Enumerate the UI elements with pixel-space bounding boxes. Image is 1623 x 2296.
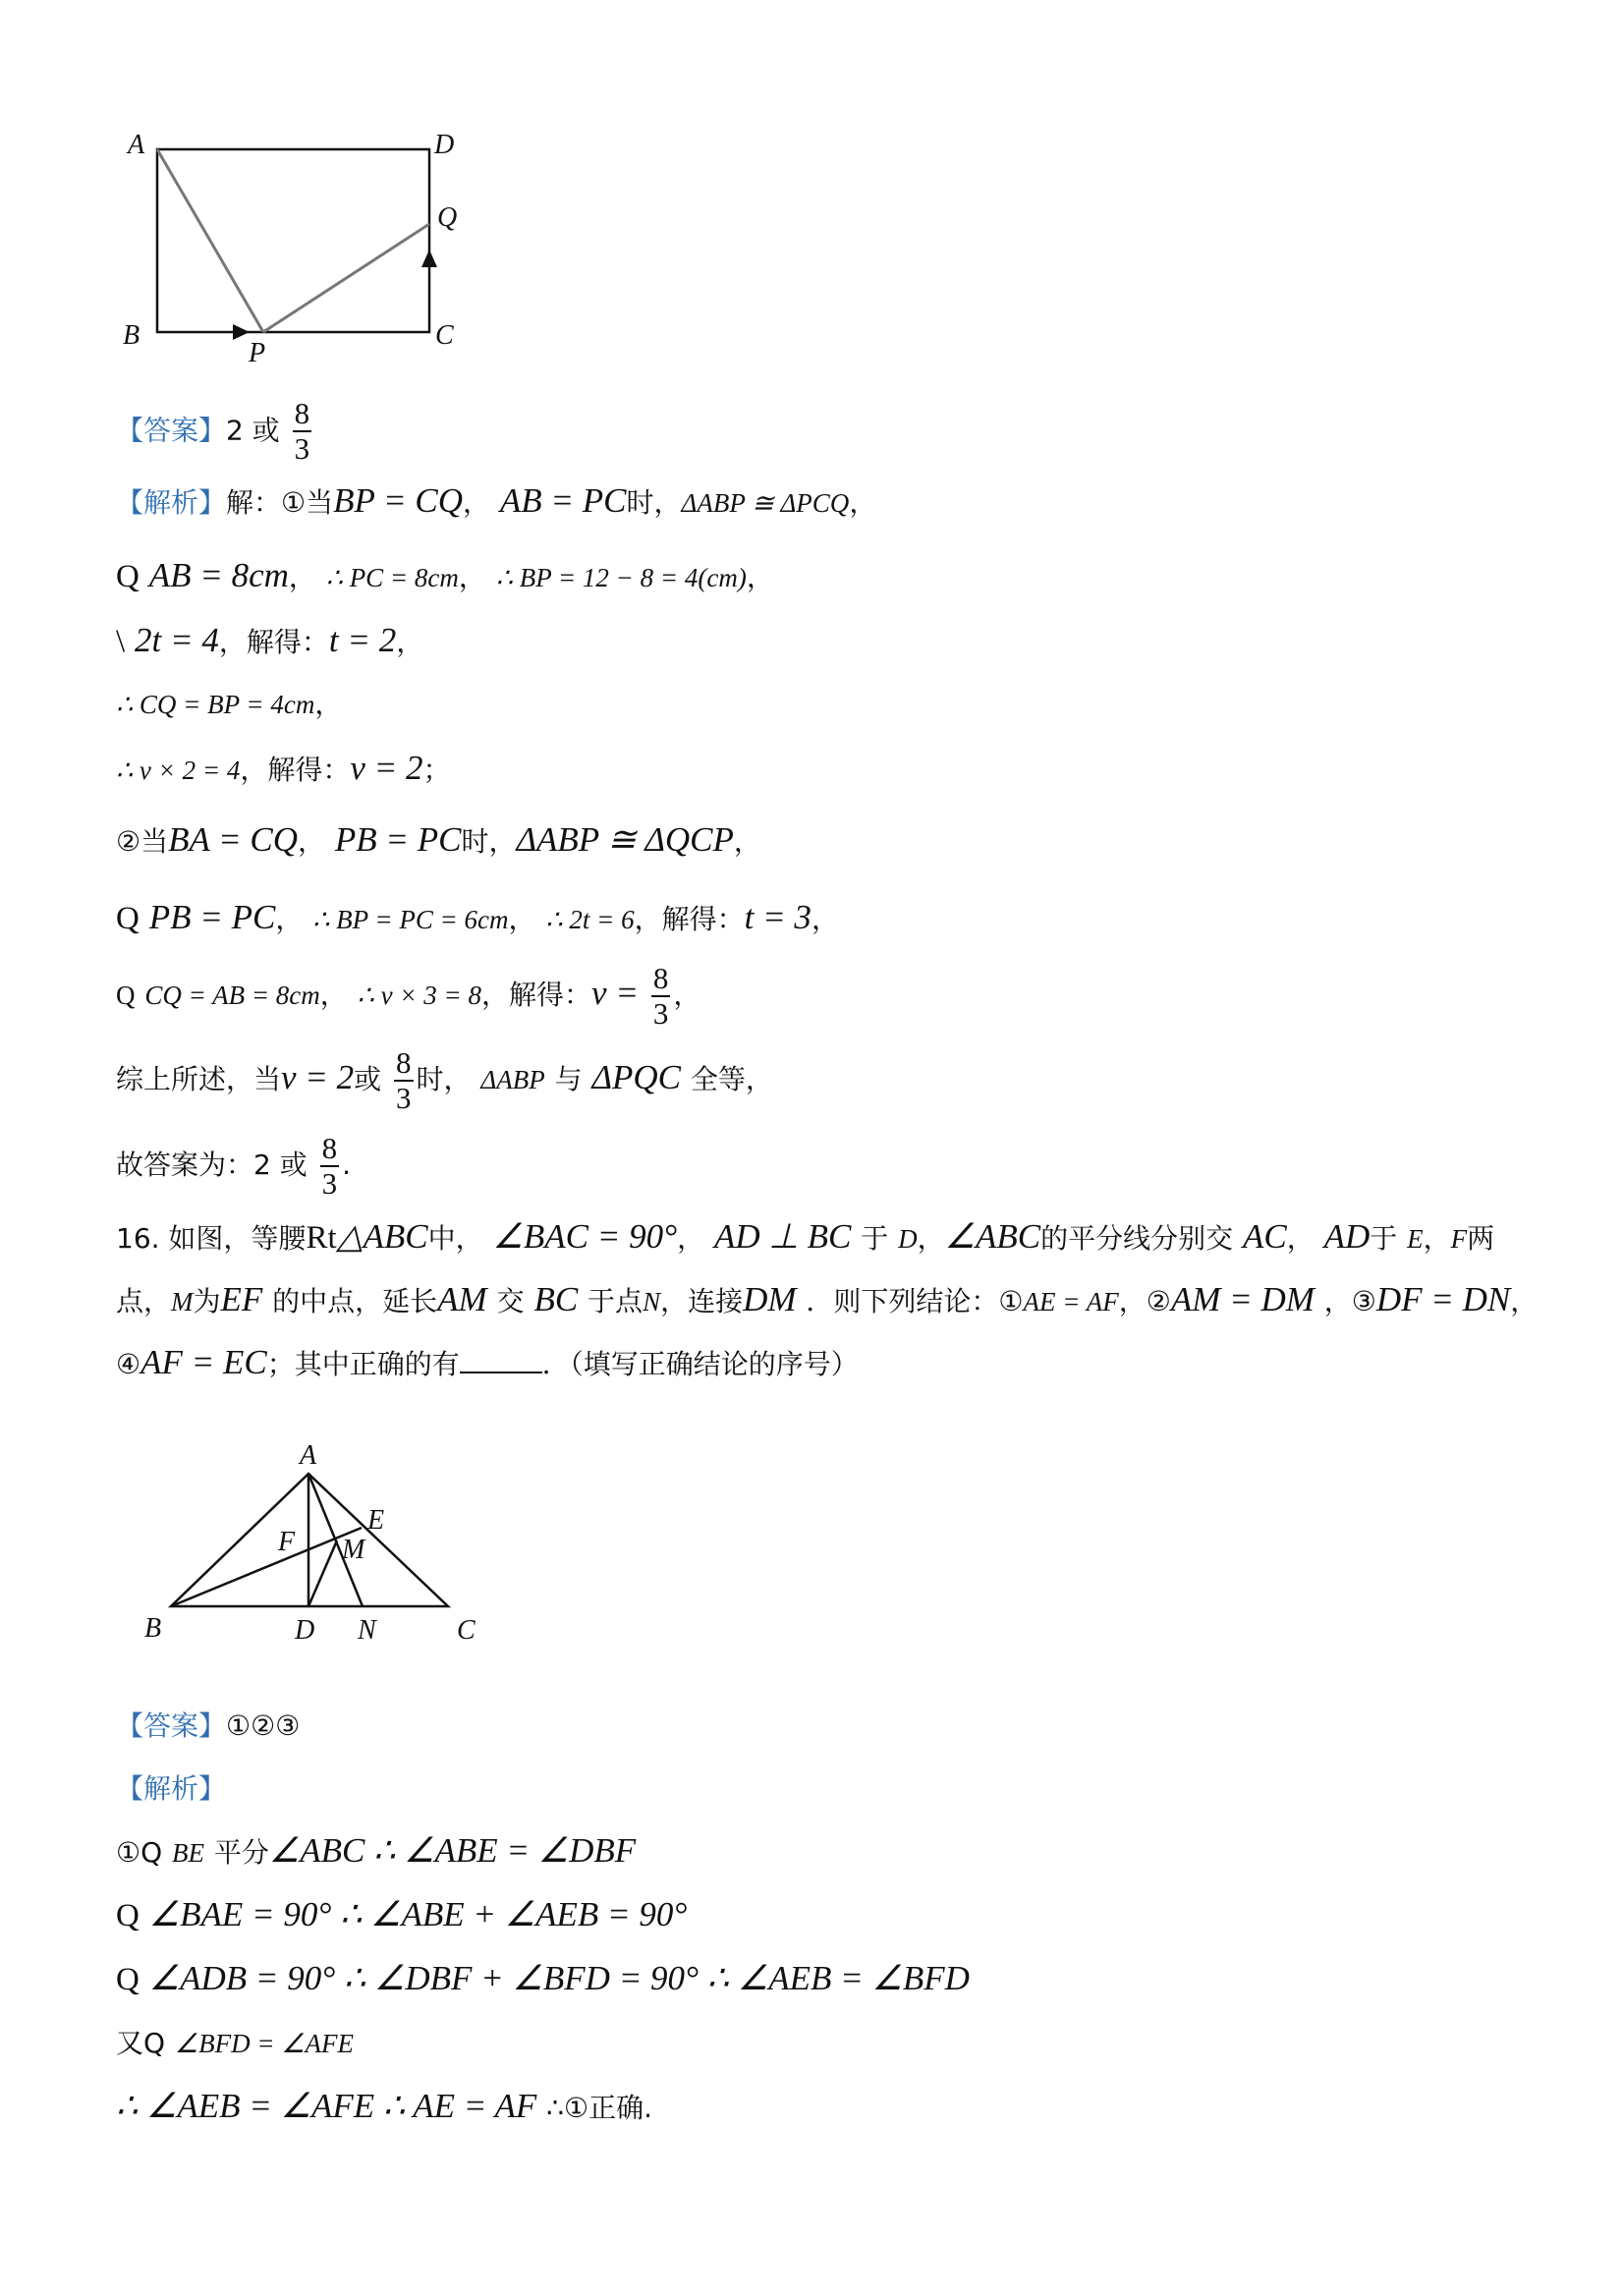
q16-line-3: ④AF = EC；其中正确的有 ．（填写正确结论的序号） — [116, 1343, 859, 1381]
q16-analysis-line-4: 又Q ∠BFD = ∠AFE — [116, 2027, 354, 2059]
q15-analysis-line-7: Q PB = PC， ∴ BP = PC = 6cm， ∴ 2t = 6，解得：t = 3， — [116, 898, 839, 936]
q15-analysis-line-10: 故答案为：2 或 $\frac{8}{3}$ . — [116, 1130, 351, 1201]
analysis-tag: 【解析】 — [116, 1772, 227, 1805]
segment-dm — [308, 1540, 337, 1606]
answer-blank — [460, 1344, 542, 1373]
q16-analysis-line-1: ①Q BE 平分∠ABC ∴ ∠ABE = ∠DBF — [116, 1831, 637, 1870]
label-a: A — [300, 1440, 317, 1471]
q15-analysis-line-3: \ 2t = 4，解得：t = 2， — [116, 621, 424, 659]
q15-answer: 【答案】2 或 $\frac{8}{3}$ — [116, 396, 310, 466]
q15-analysis-line-4: ∴ CQ = BP = 4cm， — [116, 688, 343, 720]
label-d: D — [434, 130, 455, 160]
q16-analysis-line-3: Q ∠ADB = 90° ∴ ∠DBF + ∠BFD = 90° ∴ ∠AEB = ∠BFD — [116, 1959, 970, 1997]
label-b: B — [123, 320, 140, 351]
arrow-bc-icon — [233, 324, 250, 340]
label-q: Q — [437, 202, 458, 233]
answer-tag: 【答案】 — [116, 1709, 227, 1742]
label-d: D — [295, 1615, 315, 1646]
label-b: B — [144, 1613, 162, 1644]
analysis-tag: 【解析】 — [116, 486, 227, 519]
fraction: $\frac{8}{3}$ — [396, 1044, 412, 1115]
rectangle-abcd — [157, 149, 429, 332]
label-c: C — [435, 320, 454, 351]
q16-analysis-tag-line — [116, 1768, 226, 1808]
label-f: F — [278, 1527, 296, 1557]
triangle-figure — [138, 1434, 511, 1660]
label-a: A — [128, 130, 145, 160]
label-m: M — [342, 1535, 365, 1565]
q15-analysis-line-2: Q AB = 8cm， ∴ PC = 8cm， ∴ BP = 12 − 8 = 4(cm)， — [116, 556, 774, 594]
q15-analysis-line-1: 【解析】解：①当BP = CQ， AB = PC时，ΔABP ≅ ΔPCQ， — [116, 481, 877, 520]
q15-analysis-line-5: ∴ v × 2 = 4，解得：v = 2； — [116, 749, 451, 787]
q16-line-1: 16. 如图，等腰Rt△ABC中， ∠BAC = 90°， AD ⊥ BC 于 D，∠ABC的平分线分别交 AC， AD于 E，F两 — [116, 1217, 1495, 1256]
label-e: E — [367, 1505, 385, 1536]
q16-analysis-line-2: Q ∠BAE = 90° ∴ ∠ABE + ∠AEB = 90° — [116, 1895, 688, 1933]
rectangle-figure — [108, 118, 481, 373]
q16-analysis-line-5: ∴ ∠AEB = ∠AFE ∴ AE = AF ∴①正确. — [116, 2087, 652, 2125]
fraction: $\frac{8}{3}$ — [294, 396, 310, 466]
arrow-cq-icon — [421, 250, 437, 267]
fraction: $\frac{8}{3}$ — [652, 960, 669, 1031]
fraction: $\frac{8}{3}$ — [321, 1130, 338, 1201]
q16-line-2: 点，M为EF 的中点，延长AM 交 BC 于点N，连接DM ．则下列结论：①AE = AF，②AM = DM ，③DF = DN， — [116, 1280, 1539, 1318]
label-p: P — [249, 338, 266, 368]
label-c: C — [457, 1615, 476, 1646]
segment-pq — [263, 224, 429, 332]
answer-tag: 【答案】 — [116, 414, 227, 447]
segment-ap — [157, 149, 263, 332]
segment-be — [171, 1528, 362, 1606]
q15-analysis-line-6: ②当BA = CQ， PB = PC时，ΔABP ≅ ΔQCP， — [116, 820, 761, 859]
label-n: N — [358, 1615, 376, 1646]
q15-analysis-line-8: Q CQ = AB = 8cm， ∴ v × 3 = 8，解得：v = $\frac{8}{3}$ ， — [116, 960, 701, 1031]
q15-analysis-line-9: 综上所述，当v = 2或 $\frac{8}{3}$ 时， ΔABP 与 ΔPQC 全等， — [116, 1044, 773, 1115]
q16-answer: 【答案】①②③ — [116, 1709, 301, 1742]
